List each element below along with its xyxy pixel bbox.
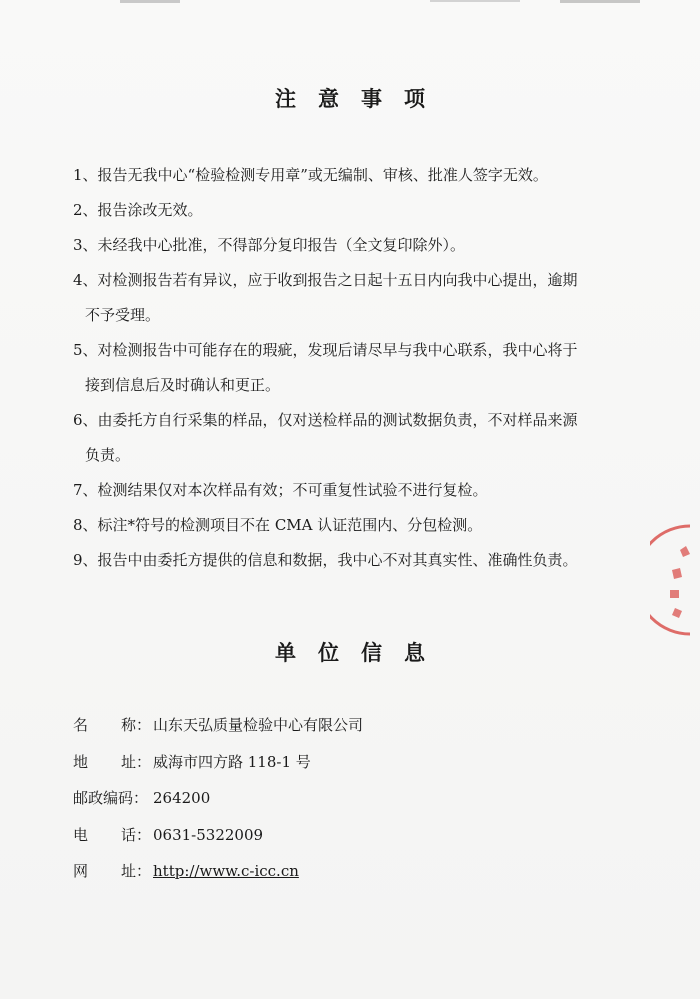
zip-value: 264200	[153, 789, 211, 807]
website-label: 网 址：	[73, 862, 152, 880]
phone-label: 电 话：	[73, 825, 152, 844]
unit-info-title: 单位信息	[275, 641, 447, 665]
notice-item-5: 5、对检测报告中可能存在的瑕疵，发现后请尽早与我中心联系，我中心将于 接到信息后及时确认和更正。	[73, 341, 578, 394]
zip-label: 邮政编码：	[73, 789, 149, 807]
info-row-phone	[73, 817, 633, 854]
unit-info-block	[73, 707, 633, 890]
name-value: 山东天弘质量检验中心有限公司	[153, 716, 364, 734]
notice-item-9: 9、报告中由委托方提供的信息和数据，我中心不对其真实性、准确性负责。	[73, 551, 578, 569]
phone-value: 0631-5322009	[153, 825, 264, 844]
notice-item-3: 3、未经我中心批准，不得部分复印报告（全文复印除外）。	[73, 236, 466, 254]
notice-item-6: 6、由委托方自行采集的样品，仅对送检样品的测试数据负责，不对样品来源 负责。	[73, 411, 578, 464]
address-label: 地 址：	[73, 752, 152, 771]
notice-item-8: 8、标注*符号的检测项目不在 CMA 认证范围内、分包检测。	[73, 516, 483, 534]
seal-stamp-fragment	[650, 520, 700, 640]
notice-item-4: 4、对检测报告若有异议，应于收到报告之日起十五日内向我中心提出，逾期 不予受理。	[73, 271, 578, 324]
info-row-website	[73, 853, 633, 890]
scan-edge-marks	[0, 0, 700, 12]
notice-item-2: 2、报告涂改无效。	[73, 201, 203, 219]
notice-list	[73, 158, 663, 578]
info-row-address	[73, 744, 633, 781]
address-value: 威海市四方路 118-1 号	[153, 752, 311, 771]
info-row-zip	[73, 780, 633, 817]
info-row-name	[73, 707, 633, 744]
website-link[interactable]: http://www.c-icc.cn	[153, 862, 299, 880]
name-label: 名 称：	[73, 716, 152, 734]
notice-title: 注意事项	[275, 87, 447, 111]
notice-item-7: 7、检测结果仅对本次样品有效；不可重复性试验不进行复检。	[73, 481, 488, 499]
notice-item-1: 1、报告无我中心“检验检测专用章”或无编制、审核、批准人签字无效。	[73, 166, 548, 184]
